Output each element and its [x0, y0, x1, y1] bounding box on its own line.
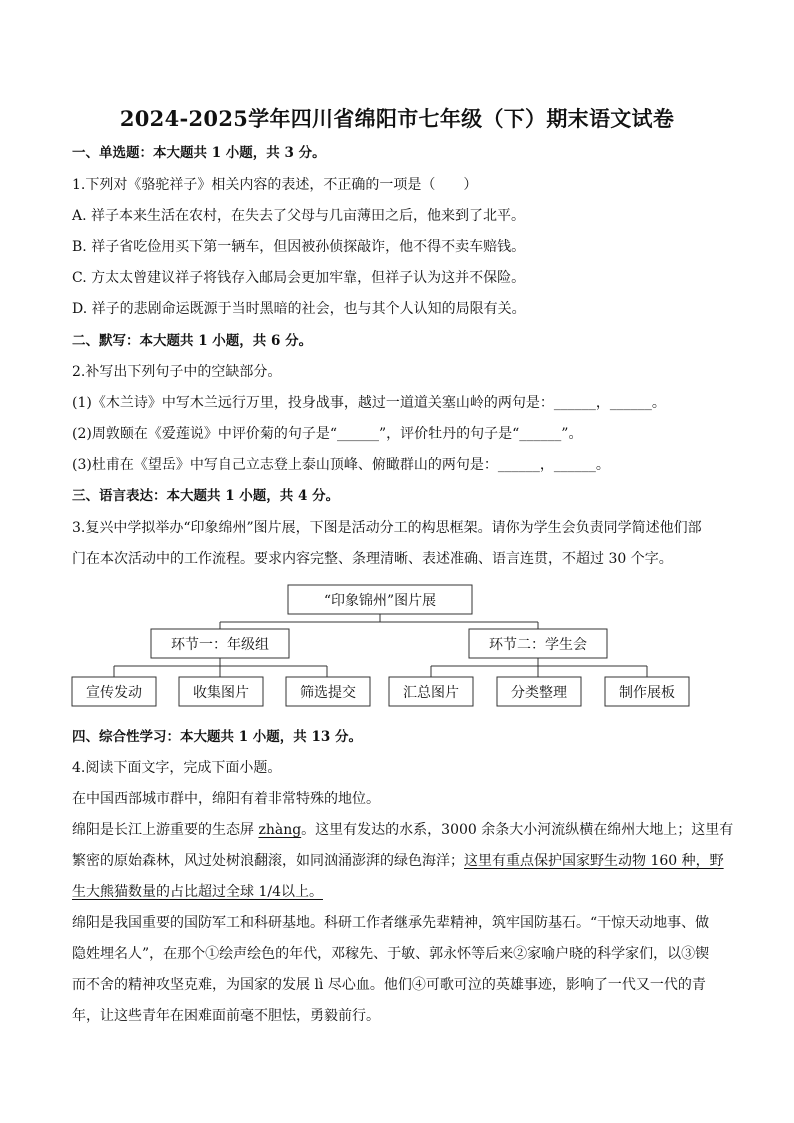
fill-item-2: (2)周敦颐在《爱莲说》中评价菊的句子是“______”，评价牡丹的句子是“______”。 — [72, 426, 583, 442]
passage-paragraph-1: 在中国西部城市群中，绵阳有着非常特殊的地位。 — [72, 791, 380, 807]
section-heading-2: 二、默写：本大题共 1 小题，共 6 分。 — [72, 333, 313, 349]
passage-paragraph-3-line-1: 绵阳是我国重要的国防军工和科研基地。科研工作者继承先辈精神，筑牢国防基石。“干惊天动地事、做 — [72, 915, 710, 931]
question-3-line-2: 门在本次活动中的工作流程。要求内容完整、条理清晰、表述准确、语言连贯，不超过 30 个字。 — [72, 551, 673, 567]
diagram-right-box — [469, 629, 607, 658]
option-d: D. 祥子的悲剧命运既源于当时黑暗的社会，也与其个人认知的局限有关。 — [72, 301, 526, 317]
passage-text: 绵阳是长江上游重要的生态屏 — [72, 822, 259, 838]
passage-text: 。这里有发达的水系，3000 余条大小河流纵横在绵州大地上；这里有 — [301, 822, 734, 838]
section-heading-1: 一、单选题：本大题共 1 小题，共 3 分。 — [72, 145, 326, 161]
diagram-right-child-box-1 — [389, 677, 473, 706]
underlined-sentence-end: 生大熊猫数量的占比超过全球 1/4以上。 — [72, 884, 323, 900]
option-a: A. 祥子本来生活在农村，在失去了父母与几亩薄田之后，他来到了北平。 — [72, 208, 526, 224]
option-c: C. 方太太曾建议祥子将钱存入邮局会更加牢靠，但祥子认为这并不保险。 — [72, 270, 526, 286]
question-2: 2.补写出下列句子中的空缺部分。 — [72, 364, 282, 380]
passage-paragraph-3-line-2: 隐姓埋名人”，在那个①绘声绘色的年代，邓稼先、于敏、郭永怀等后来②家喻户晓的科学家们，以③锲 — [72, 946, 710, 962]
option-b: B. 祥子省吃俭用买下第一辆车，但因被孙侦探敲诈，他不得不卖车赔钱。 — [72, 239, 526, 255]
diagram-root-box — [288, 585, 472, 614]
diagram-left-child-box-2 — [179, 677, 263, 706]
passage-text: 繁密的原始森林，风过处树浪翻滚，如同汹涌澎湃的绿色海洋； — [72, 853, 464, 869]
section-heading-4: 四、综合性学习：本大题共 1 小题，共 13 分。 — [72, 729, 362, 745]
underlined-sentence: 这里有重点保护国家野生动物 160 种，野 — [464, 853, 724, 869]
diagram-right-child-box-3 — [605, 677, 689, 706]
page-title: 2024-2025学年四川省绵阳市七年级（下）期末语文试卷 — [119, 106, 675, 131]
diagram-left-child-3: 筛选提交 — [300, 685, 356, 701]
diagram-left-child-box-1 — [72, 677, 156, 706]
question-4: 4.阅读下面文字，完成下面小题。 — [72, 760, 282, 776]
diagram-right-child-3: 制作展板 — [619, 685, 675, 701]
passage-paragraph-2-line-2 — [72, 851, 722, 871]
diagram-left-child-box-3 — [286, 677, 370, 706]
diagram-left-child-2: 收集图片 — [193, 685, 249, 701]
question-3-line-1: 3.复兴中学拟举办“印象绵州”图片展，下图是活动分工的构思框架。请你为学生会负责同学简述他们部 — [72, 520, 702, 536]
diagram-right-child-2: 分类整理 — [511, 685, 567, 701]
passage-paragraph-2-line-1 — [72, 820, 734, 840]
diagram-right-label: 环节二：学生会 — [489, 637, 587, 653]
diagram-right-child-1: 汇总图片 — [403, 685, 459, 701]
section-heading-3: 三、语言表达：本大题共 1 小题，共 4 分。 — [72, 488, 340, 504]
diagram-right-child-box-2 — [497, 677, 581, 706]
passage-paragraph-3-line-4: 年，让这些青年在困难面前毫不胆怯，勇毅前行。 — [72, 1008, 380, 1024]
diagram-left-label: 环节一：年级组 — [171, 637, 269, 653]
passage-paragraph-2-line-3 — [72, 882, 722, 902]
question-1: 1.下列对《骆驼祥子》相关内容的表述，不正确的一项是（ ） — [72, 177, 478, 193]
diagram-root-label: “印象锦州”图片展 — [323, 593, 437, 609]
diagram-left-child-1: 宣传发动 — [86, 685, 142, 701]
fill-item-1: (1)《木兰诗》中写木兰远行万里，投身战事，越过一道道关塞山岭的两句是：______，______。 — [72, 395, 666, 411]
passage-paragraph-3-line-3: 而不舍的精神攻坚克难，为国家的发展 lì 尽心血。他们④可歌可泣的英雄事迹，影响了一代又一代的青 — [72, 977, 706, 993]
diagram-left-box — [151, 629, 289, 658]
pinyin-blank-zhang: zhàng — [258, 822, 302, 838]
fill-item-3: (3)杜甫在《望岳》中写自己立志登上泰山顶峰、俯瞰群山的两句是：______，______。 — [72, 457, 610, 473]
